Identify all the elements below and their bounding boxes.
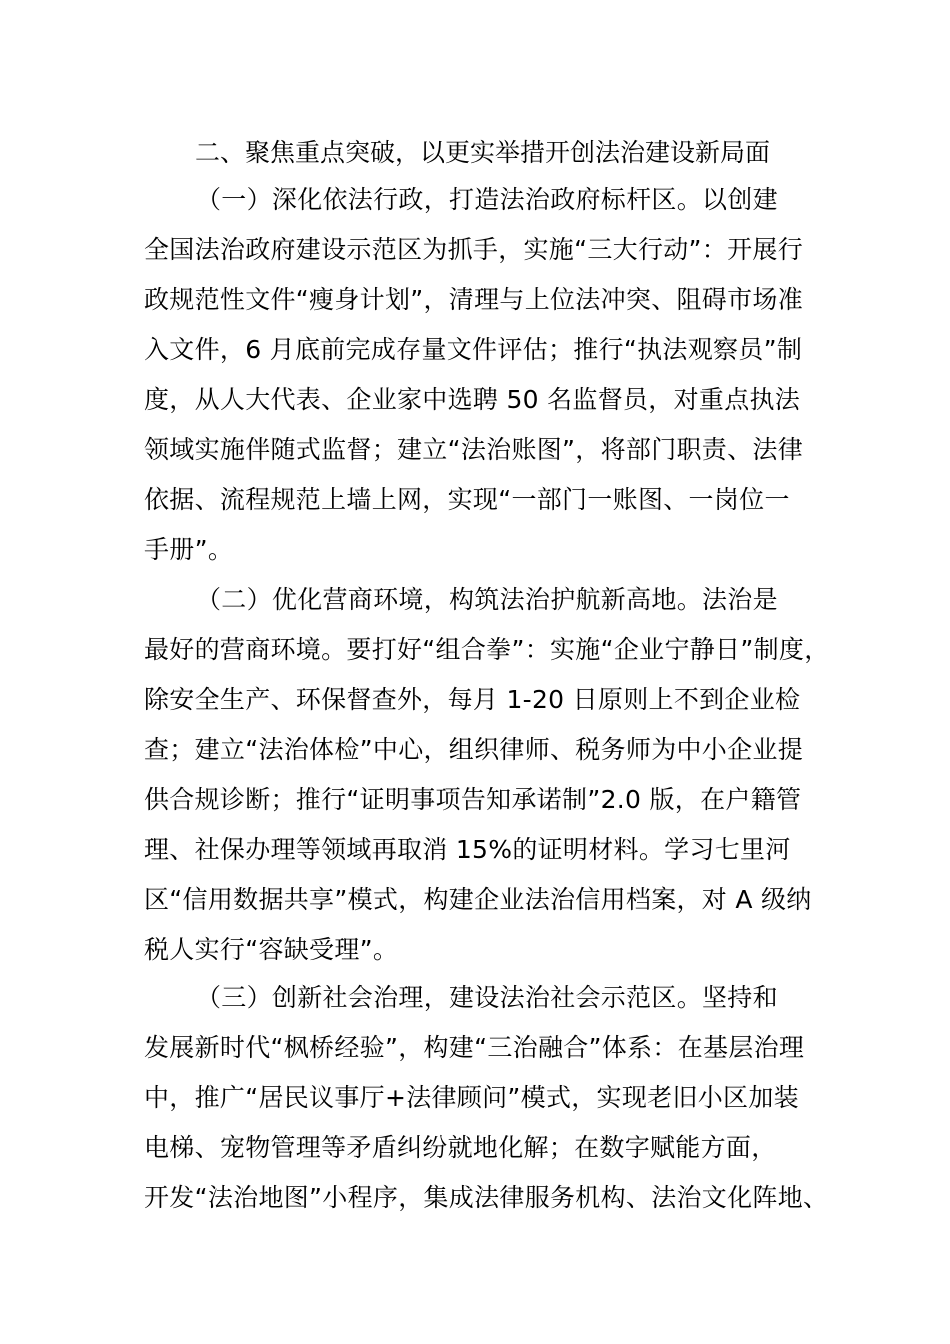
paragraph-line: 电梯、宠物管理等矛盾纠纷就地化解；在数字赋能方面， [144,1133,777,1162]
paragraph-line: 除安全生产、环保督查外，每月 1-20 日原则上不到企业检 [144,685,801,714]
paragraph-line: （三）创新社会治理，建设法治社会示范区。坚持和 [196,983,778,1012]
paragraph-line: 度，从人大代表、企业家中选聘 50 名监督员，对重点执法 [144,385,801,414]
paragraph-line: 区“信用数据共享”模式，构建企业法治信用档案，对 A 级纳 [144,885,812,914]
paragraph-1 [144,175,834,575]
paragraph-line: 手册”。 [144,535,234,564]
paragraph-line: 理、社保办理等领域再取消 15%的证明材料。学习七里河 [144,835,791,864]
paragraph-line: 税人实行“容缺受理”。 [144,935,399,964]
paragraph-line: 供合规诊断；推行“证明事项告知承诺制”2.0 版，在户籍管 [144,785,802,814]
paragraph-line: 开发“法治地图”小程序，集成法律服务机构、法治文化阵地、 [144,1183,829,1212]
paragraph-line: （一）深化依法行政，打造法治政府标杆区。以创建 [196,185,778,214]
paragraph-line: （二）优化营商环境，构筑法治护航新高地。法治是 [196,585,778,614]
paragraph-line: 依据、流程规范上墙上网，实现“一部门一账图、一岗位一 [144,485,790,514]
paragraph-3 [144,973,834,1223]
paragraph-line: 政规范性文件“瘦身计划”，清理与上位法冲突、阻碍市场准 [144,285,804,314]
section-heading: 二、聚焦重点突破，以更实举措开创法治建设新局面 [195,138,771,167]
paragraph-2 [144,575,834,975]
paragraph-line: 入文件，6 月底前完成存量文件评估；推行“执法观察员”制 [144,335,803,364]
paragraph-line: 领域实施伴随式监督；建立“法治账图”，将部门职责、法律 [144,435,804,464]
paragraph-line: 查；建立“法治体检”中心，组织律师、税务师为中小企业提 [144,735,804,764]
paragraph-line: 中，推广“居民议事厅+法律顾问”模式，实现老旧小区加装 [144,1083,799,1112]
paragraph-line: 全国法治政府建设示范区为抓手，实施“三大行动”：开展行 [144,235,804,264]
paragraph-line: 发展新时代“枫桥经验”，构建“三治融合”体系：在基层治理 [144,1033,805,1062]
paragraph-line: 最好的营商环境。要打好“组合拳”：实施“企业宁静日”制度， [144,635,830,664]
